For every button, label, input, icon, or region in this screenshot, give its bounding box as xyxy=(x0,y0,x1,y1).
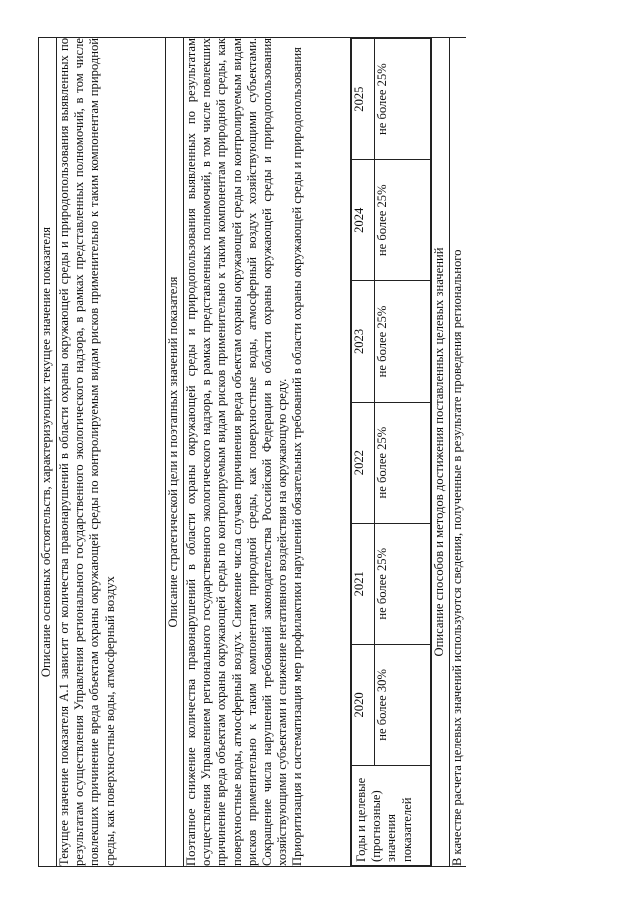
header-methods: Описание способов и методов достижения поставленных целевых значений xyxy=(432,38,450,867)
year-2020: 2020 xyxy=(352,644,375,765)
header-circumstances: Описание основных обстоятельств, характеризующих текущее значение показателя xyxy=(39,38,57,867)
goals-cell xyxy=(184,38,351,867)
paragraph-goals-2: Приоритизация и систематизация мер профилактики нарушений обязательных требований в области охраны окружающей среды и природопользования xyxy=(290,47,305,866)
year-2021: 2021 xyxy=(352,523,375,644)
indicator-description-table xyxy=(38,37,466,867)
paragraph-methods: В качестве расчета целевых значений используются сведения, полученные в результате проведения регионального xyxy=(450,38,467,867)
years-label: Годы и целевые (прогнозные) значения показателей xyxy=(352,766,431,866)
rotated-document-page xyxy=(38,38,613,867)
year-2022: 2022 xyxy=(352,402,375,523)
year-2023: 2023 xyxy=(352,281,375,402)
year-2024: 2024 xyxy=(352,160,375,281)
value-2022: не более 25% xyxy=(375,402,431,523)
target-values-table xyxy=(351,38,431,866)
value-2020: не более 30% xyxy=(375,644,431,765)
paragraph-circumstances: Текущее значение показателя А.1 зависит от количества правонарушений в области охраны окружающей среды и природопользования выявленных по результатам осуществления Управления регионального государственного экологического надзора, в рамках представленных полномочий, в том числе повлекших причинение вреда объектам охраны окружающей среды по контролируемым видам рисков применительно к таким компонентам природной среды, как поверхностные воды, атмосферный воздух xyxy=(57,38,166,867)
paragraph-goals-1: Поэтапное снижение количества правонарушений в области охраны окружающей среды и природопользования выявленных по результатам осуществления Управлением регионального государственного экологического надзора, в рамках представленных полномочий, в том числе повлекших причинение вреда объектам охраны окружающей среды по контролируемым видам рисков применительно к таким компонентам природной среды, как поверхностные воды, атмосферный воздух. Снижение числа случаев причинения вреда объектам охраны окружающей среды по контролируемым видам рисков применительно к таким компонентам природной среды, как поверхностные воды, атмосферный воздух хозяйствующими субъектами. Сокращение числа нарушений требований законодательства Российской Федерации в области охраны окружающей среды и природопользования хозяйствующими субъектами и снижение негативного воздействия на окружающую среду. xyxy=(184,38,290,866)
value-2025: не более 25% xyxy=(375,39,431,160)
header-goals: Описание стратегической цели и поэтапных значений показателя xyxy=(166,38,184,867)
year-2025: 2025 xyxy=(352,39,375,160)
value-2023: не более 25% xyxy=(375,281,431,402)
value-2024: не более 25% xyxy=(375,160,431,281)
years-cell xyxy=(351,38,432,867)
value-2021: не более 25% xyxy=(375,523,431,644)
